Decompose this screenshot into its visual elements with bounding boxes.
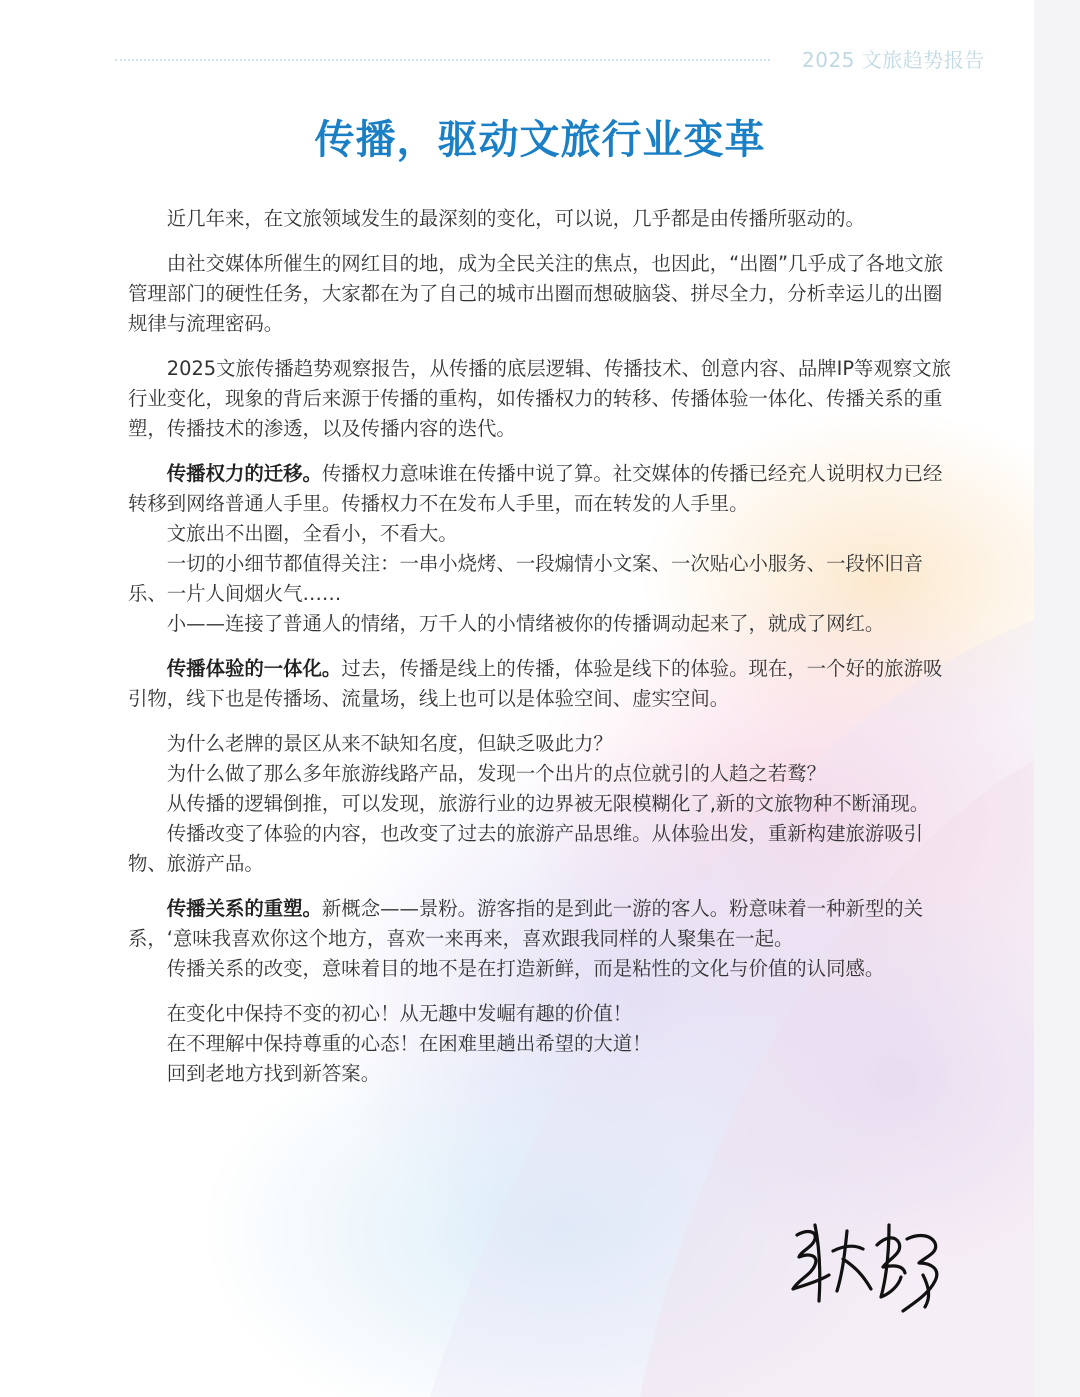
paragraph xyxy=(128,549,952,609)
paragraph xyxy=(128,204,952,234)
paragraph xyxy=(128,789,952,819)
paragraph-text: 2025文旅传播趋势观察报告，从传播的底层逻辑、传播技术、创意内容、品牌IP等观察文旅行业变化，现象的背后来源于传播的重构，如传播权力的转移、传播体验一体化、传播关系的重塑，传播技术的渗透，以及传播内容的迭代。 xyxy=(128,357,952,440)
paragraph-text: 小——连接了普通人的情绪，万千人的小情绪被你的传播调动起来了，就成了网红。 xyxy=(166,612,885,635)
section-lead: 传播关系的重塑。 xyxy=(166,897,322,920)
paragraph-text: 由社交媒体所催生的网红目的地，成为全民关注的焦点，也因此，“出圈”几乎成了各地文旅管理部门的硬性任务，大家都在为了自己的城市出圈而想破脑袋、拼尽全力，分析幸运儿的出圈规律与流理密码。 xyxy=(128,252,944,335)
paragraph xyxy=(128,609,952,639)
paragraph-text: 为什么老牌的景区从来不缺知名度，但缺乏吸此力？ xyxy=(166,732,613,755)
section-lead: 传播体验的一体化。 xyxy=(166,657,342,680)
page-title: 传播，驱动文旅行业变革 xyxy=(314,117,766,163)
paragraph xyxy=(128,654,952,714)
paragraph-text: 为什么做了那么多年旅游线路产品，发现一个出片的点位就引的人趋之若鹜？ xyxy=(166,762,827,785)
paragraph-text: 文旅出不出圈，全看小，不看大。 xyxy=(166,522,458,545)
handwritten-signature xyxy=(785,1215,950,1315)
paragraph-text: 过去，传播是线上的传播，体验是线下的体验。现在，一个好的旅游吸引物，线下也是传播场、流量场，线上也可以是体验空间、虚实空间。 xyxy=(128,657,943,710)
paragraph xyxy=(128,459,952,519)
paragraph xyxy=(128,1029,952,1059)
paragraph-text: 回到老地方找到新答案。 xyxy=(166,1062,381,1085)
section-lead: 传播权力的迁移。 xyxy=(166,462,322,485)
running-header: 2025 文旅趋势报告 xyxy=(802,48,985,72)
paragraph xyxy=(128,354,952,444)
paragraph xyxy=(128,519,952,549)
paragraph-text: 从传播的逻辑倒推，可以发现，旅游行业的边界被无限模糊化了,新的文旅物种不断涌现。 xyxy=(166,792,930,815)
paragraph xyxy=(128,1059,952,1089)
paragraph xyxy=(128,954,952,984)
page-edge-strip xyxy=(1034,0,1080,1397)
paragraph-text: 新概念——景粉。游客指的是到此一游的客人。粉意味着一种新型的关系，‘意味我喜欢你这个地方，喜欢一来再来，喜欢跟我同样的人聚集在一起。 xyxy=(128,897,924,950)
paragraph xyxy=(128,819,952,879)
header-dotted-rule xyxy=(115,59,770,61)
paragraph xyxy=(128,729,952,759)
paragraph-text: 传播权力意味谁在传播中说了算。社交媒体的传播已经充人说明权力已经转移到网络普通人手里。传播权力不在发布人手里，而在转发的人手里。 xyxy=(128,462,943,515)
paragraph xyxy=(128,894,952,954)
paragraph-text: 近几年来，在文旅领域发生的最深刻的变化，可以说，几乎都是由传播所驱动的。 xyxy=(166,207,865,230)
paragraph-text: 一切的小细节都值得关注：一串小烧烤、一段煽情小文案、一次贴心小服务、一段怀旧音乐、一片人间烟火气…… xyxy=(128,552,924,605)
article-body xyxy=(128,204,952,1089)
paragraph-text: 传播改变了体验的内容，也改变了过去的旅游产品思维。从体验出发，重新构建旅游吸引物、旅游产品。 xyxy=(128,822,924,875)
paragraph xyxy=(128,759,952,789)
paragraph-text: 传播关系的改变，意味着目的地不是在打造新鲜，而是粘性的文化与价值的认同感。 xyxy=(166,957,885,980)
paragraph-text: 在变化中保持不变的初心！从无趣中发崛有趣的价值！ xyxy=(166,1002,633,1025)
paragraph xyxy=(128,999,952,1029)
paragraph-text: 在不理解中保持尊重的心态！在困难里趟出希望的大道！ xyxy=(166,1032,652,1055)
paragraph xyxy=(128,249,952,339)
